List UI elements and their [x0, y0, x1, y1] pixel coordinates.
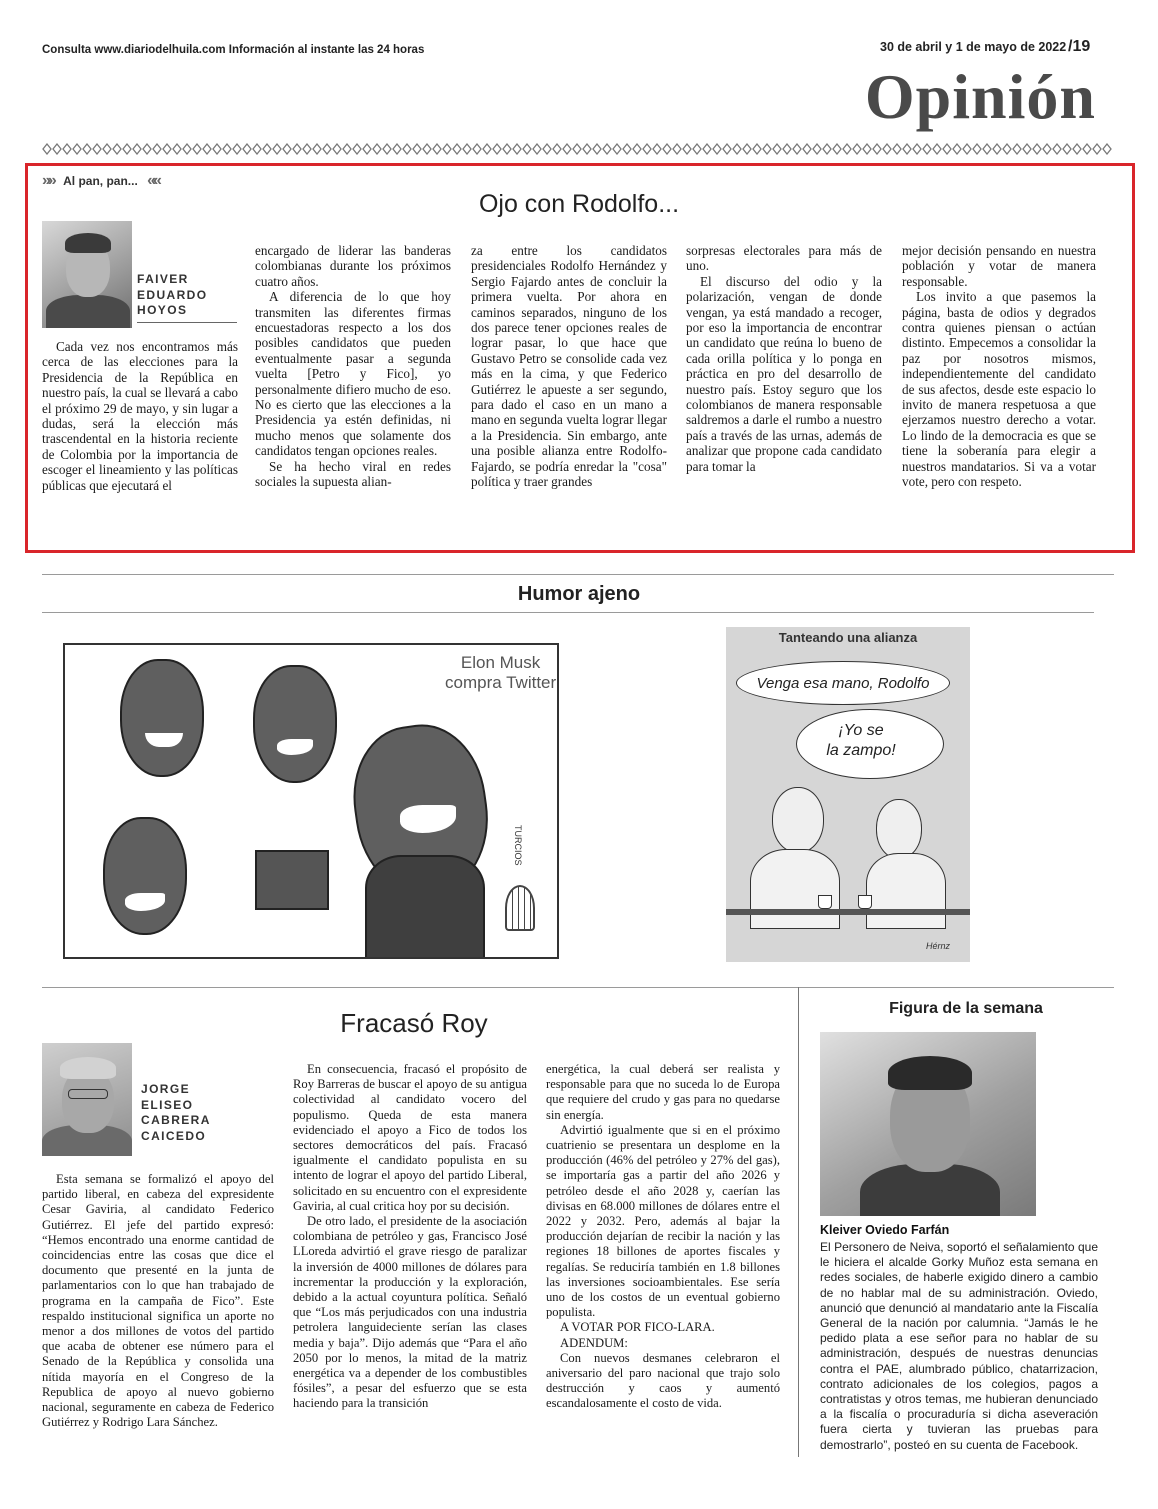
- caption-line: compra Twitter: [445, 673, 557, 692]
- caption-line: Elon Musk: [460, 653, 541, 672]
- figure-photo: [820, 1032, 1036, 1216]
- speech-bubble-text: Venga esa mano, Rodolfo: [756, 675, 930, 692]
- paragraph: El discurso del odio y la polarización, vengan de donde vengan, ya está mandado a recoger, por eso la importancia de encontrar un candidato que reúna lo bueno de cada orilla política y lo ponga en práctica en pro del desarrollo de nuestro país. Estoy seguro que los colombianos de manera responsable saldremos a darle el rumbo a nuestro país a través de las urnas, además de analizar que propone cada candidato para tomar la: [686, 273, 882, 474]
- article-column: [42, 1172, 274, 1430]
- article-column: [293, 1062, 527, 1412]
- suit-body: [365, 855, 485, 959]
- character-right-body: [866, 853, 946, 929]
- author-name-line: ELISEO: [141, 1097, 194, 1112]
- diamond-rule: [42, 143, 1112, 155]
- character-right-head: [876, 799, 922, 859]
- figure-name: Kleiver Oviedo Farfán: [820, 1223, 950, 1237]
- face-one: [120, 659, 204, 777]
- author-name-line: HOYOS: [137, 303, 188, 317]
- header-tagline: Consulta www.diariodelhuila.com Información al instante las 24 horas: [42, 44, 425, 56]
- paragraph: A diferencia de lo que hoy transmiten las diferentes firmas encuestadoras respecto a los dos posibles candidatos que pueden eventualmente pasar a segunda vuelta [Petro y Fico], yo personalmente difiero mucho de eso. No es cierto que las elecciones a la Presidencia ya estén definidas, ni mucho menos que solamente dos candidatos tengan opciones reales.: [255, 289, 451, 459]
- author-name-line: FAIVER: [137, 272, 189, 286]
- cartoon-signature: Hérnz: [926, 941, 951, 951]
- cartoon-elon-musk: [63, 643, 559, 959]
- cup-icon: [858, 895, 872, 909]
- paragraph: mejor decisión pensando en nuestra población y votar de manera responsable.: [902, 243, 1096, 289]
- speech-bubble-text: [796, 721, 926, 761]
- author-name-line: JORGE: [141, 1082, 191, 1096]
- byline-rule: [137, 322, 237, 323]
- section-rule: [42, 612, 1094, 613]
- section-title: Opinión: [864, 61, 1096, 132]
- author-name-line: CAICEDO: [141, 1128, 207, 1143]
- cartoon-caption: [445, 653, 556, 693]
- article-title-fracaso: Fracasó Roy: [340, 1008, 488, 1038]
- paragraph: Los invito a que pasemos la página, basta de odios y degrados contra quienes piensan o actúan distinto. Empecemos a consolidar la paz por nosotros mismos, independientemente del candidato de sus afectos, desde este espacio lo invito de manera respetuosa a que ejerzamos nuestro derecho a votar. Lo lindo de la democracia es que se tiene la soberanía para elegir a nuestros mandatarios. Si va a votar vote, pero con respeto.: [902, 289, 1096, 490]
- face-two: [253, 665, 337, 783]
- paragraph: Se ha hecho viral en redes sociales la supuesta alian-: [255, 458, 451, 490]
- bubble-line: ¡Yo se: [838, 722, 884, 739]
- cartoon-alliance: [726, 627, 970, 962]
- author-name-line: CABRERA: [141, 1113, 211, 1127]
- article-column: [255, 243, 451, 490]
- article-column: [471, 243, 667, 490]
- character-left-body: [750, 849, 840, 929]
- cup-icon: [818, 895, 832, 909]
- character-left-head: [772, 787, 824, 853]
- figure-text: El Personero de Neiva, soportó el señalamiento que le hiciera el alcalde Gorky Muñoz esta semana en redes sociales, de haberle exigido dinero a cambio de no hablar mal de su administración. Oviedo, anunció que denunció al mandatario ante la Fiscalía General de la nación por calumnia. “Jamás le he pedido plata a ese señor para no hablar de su administración, después de nuestras denuncias contra el PAE, alumbrado público, chatarrizacion, contrato adicionales de los colegios, pagos a contratistas y otros temas, me hubieran denunciado a la fiscalía o procuraduría si dicha aseveración fuera cierta y tuvieran las pruebas para demostrarlo”, posteó en su cuenta de Facebook.: [820, 1240, 1098, 1452]
- article-column: [686, 243, 882, 474]
- paragraph: energética, la cual deberá ser realista y responsable para que no suceda lo de Europa que requiere del crudo y gas para no quedarse sin energía.: [546, 1062, 780, 1122]
- header-date: 30 de abril y 1 de mayo de 2022: [880, 40, 1067, 54]
- paragraph: Cada vez nos encontramos más cerca de las elecciones para la Presidencia de la República en nuestro país, la cual se llevará a cabo el próximo 29 de mayo, y sin lugar a dudas, será la elección más trascendental en la historia reciente de Colombia por la importancia de escoger el lineamiento y las políticas públicas que ejecutará el: [42, 339, 238, 493]
- page-number: /19: [1068, 38, 1091, 55]
- double-chevron-right-icon: »»: [42, 172, 54, 189]
- article-column: [546, 1062, 780, 1412]
- paragraph: A VOTAR POR FICO-LARA.: [560, 1320, 715, 1335]
- paragraph: De otro lado, el presidente de la asociación colombiana de petróleo y gas, Francisco José LLoreda advirtió el grave riesgo de paralizar la inversión de 4000 millones de dólares para incrementar la producción y la exploración, debido a la actual coyuntura política. Señaló que “Los más perjudicados con una industria petrolera languideciente serían las clases media y baja”. Dijo además que “Para el año 2050 por lo menos, la mitad de la matriz energética va a depender de los combustibles fósiles”, a pesar del esfuerzo que se esta haciendo para la transición: [293, 1214, 527, 1411]
- table: [726, 909, 970, 915]
- cartoon-signature: TURCIOS: [513, 825, 523, 866]
- author-name-line: EDUARDO: [137, 287, 208, 302]
- paragraph: En consecuencia, fracasó el propósito de Roy Barreras de buscar el apoyo de su antigua colectividad al candidato vocero del populismo. Queda de esta manera evidenciado el apoyo a Fico de todos los sectores democráticos del país. Fracasó igualmente el candidato populista en su intento de lograr el apoyo del partido Liberal, solicitado en su encuentro con el expresidente Gaviria, al cual critica hoy por su decisión.: [293, 1062, 527, 1213]
- birdcage-icon: [505, 885, 535, 931]
- paragraph: encargado de liderar las banderas colombianas durante los próximos cuatro años.: [255, 243, 451, 289]
- paragraph: za entre los candidatos presidenciales Rodolfo Hernández y Sergio Fajardo antes de concluir la primera vuelta. Por ahora en caminos separados, ninguno de los dos parece tener opciones reales de lograr pasar, lo que hace que Gustavo Petro se consolide cada vez más en la cima, y que Federico Gutiérrez le apueste a ser segundo, para dado el caso en un mano a mano en segunda vuelta lograr llegar a la Presidencia. Sin embargo, ante una posible alianza entre Rodolfo-Fajardo, se podría enredar la "cosa" política y traer grandes: [471, 243, 667, 490]
- article-title-rodolfo: Ojo con Rodolfo...: [478, 190, 680, 218]
- bubble-line: la zampo!: [826, 742, 896, 759]
- paragraph: ADENDUM:: [560, 1335, 628, 1350]
- author-photo-faiver: [42, 221, 132, 328]
- paragraph: Con nuevos desmanes celebraron el aniversario del paro nacional que trajo solo destrucción y caos y aumentó escandalosamente el costo de vida.: [546, 1350, 780, 1411]
- author-name-faiver: [137, 272, 207, 319]
- article-column: [42, 339, 238, 493]
- briefcase-icon: [255, 850, 329, 910]
- paragraph: Advirtió igualmente que si en el próximo cuatrienio se presentara un desplome en la producción (46% del petróleo y 27% del gas), se importaría gas a partir del año 2026 y petróleo desde el año 2028 y, caerían las divisas en 68.000 millones de dólares entre el 2022 y 2032. Pero, además al bajar la producción dejarían de recibir la nación y las regiones 18 billones de aportes fiscales y regalías. Se reduciría también en 1.8 billones las inversiones socioambientales. Ese sería uno de los costos de un eventual gobierno populista.: [546, 1122, 780, 1320]
- article-column: [902, 243, 1096, 490]
- section-rule: [42, 987, 1114, 988]
- kicker-text: Al pan, pan...: [63, 174, 138, 188]
- face-three: [103, 817, 187, 935]
- paragraph: Esta semana se formalizó el apoyo del partido liberal, en cabeza del expresidente Cesar Gaviria, al candidato Federico Gutiérrez. El jefe del partido expresó: “Hemos encontrado una enorme cantidad de coincidencias entre las cosas que dice el documento que presenté en la junta de parlamentarios con lo que han trabajado de programa en la campaña de Fico”. Este respaldo institucional significa un aporte no menor a dos millones de votos del partido que acaba de obtener ese número para el Senado de la República y consolida una nítida mayoría en el Congreso de la Republica de apoyo al nuevo gobierno nacional, seguramente en cabeza de Federico Gutiérrez y Rodrigo Lara Sánchez.: [42, 1172, 274, 1430]
- author-photo-jorge: [42, 1043, 132, 1156]
- cartoon-title: Tanteando una alianza: [778, 630, 918, 645]
- figure-heading: Figura de la semana: [889, 1000, 1043, 1017]
- paragraph: sorpresas electorales para más de uno.: [686, 243, 882, 274]
- vertical-divider: [798, 987, 799, 1457]
- double-chevron-left-icon: ««: [147, 172, 159, 189]
- section-rule: [42, 574, 1114, 575]
- kicker: [42, 172, 159, 190]
- humor-section-title: Humor ajeno: [517, 583, 641, 605]
- author-name-jorge: [141, 1082, 211, 1144]
